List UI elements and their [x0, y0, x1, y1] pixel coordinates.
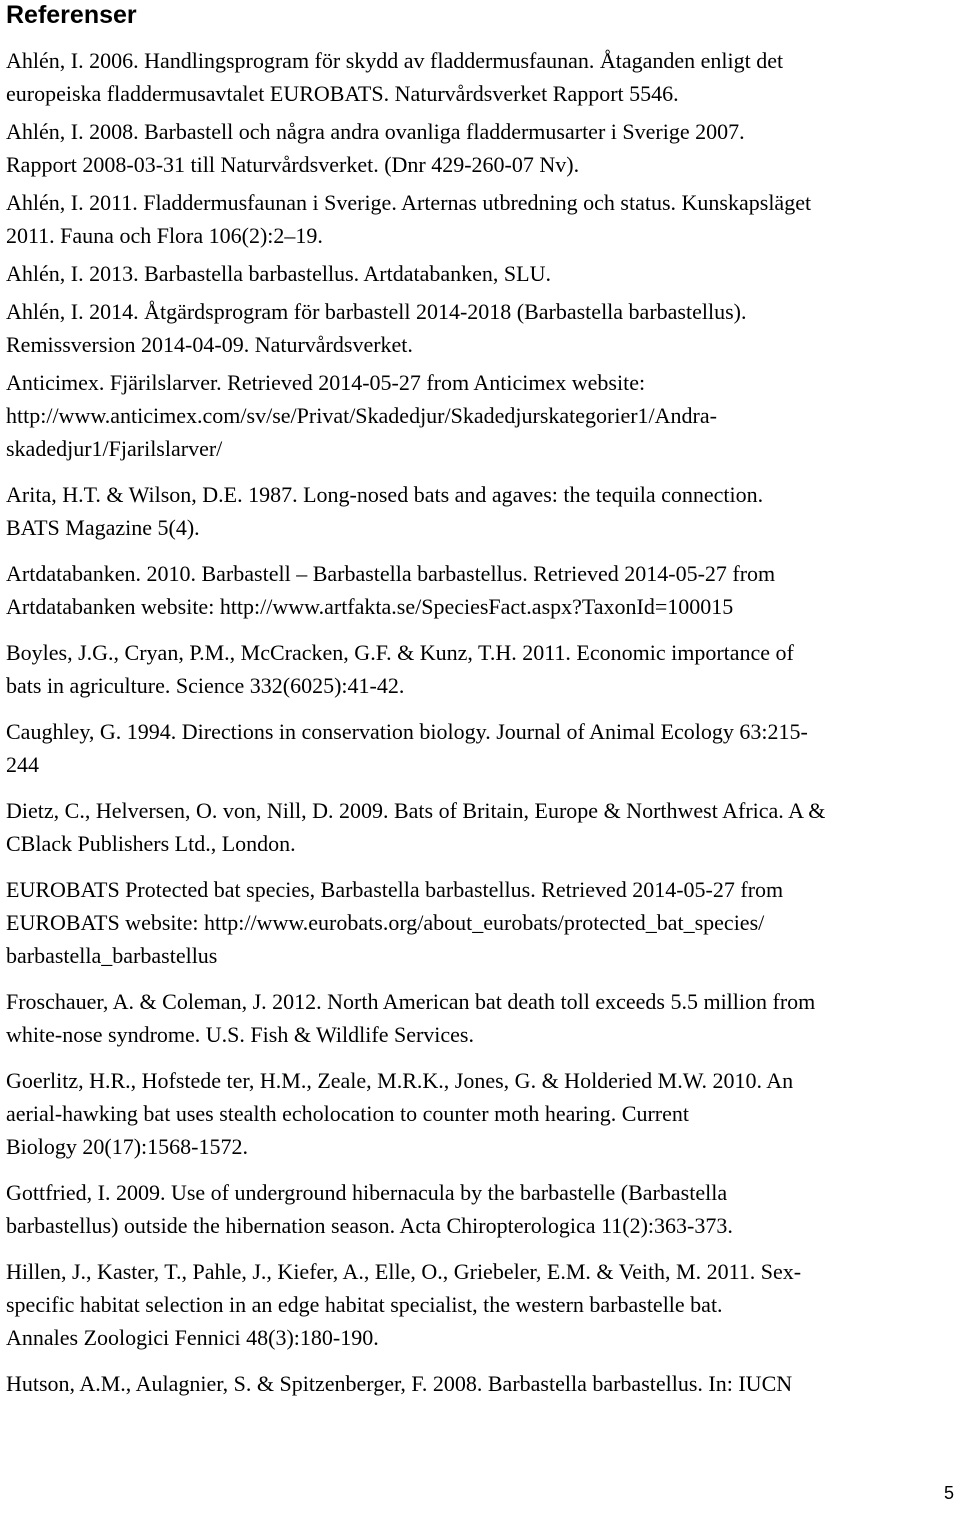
reference-line: Ahlén, I. 2006. Handlingsprogram för skydd av fladdermusfaunan. Åtaganden enligt det [6, 48, 784, 73]
reference-line: Ahlén, I. 2011. Fladdermusfaunan i Sverige. Arternas utbredning och status. Kunskapsläget [6, 190, 812, 215]
section-heading: Referenser [6, 1, 137, 29]
reference-line: http://www.anticimex.com/sv/se/Privat/Skadedjur/Skadedjurskategorier1/Andra- [6, 403, 717, 428]
reference-entry [6, 257, 941, 290]
reference-line: Ahlén, I. 2008. Barbastell och några andra ovanliga fladdermusarter i Sverige 2007. [6, 119, 745, 144]
reference-entry [6, 985, 941, 1051]
reference-line: Rapport 2008-03-31 till Naturvårdsverket. (Dnr 429-260-07 Nv). [6, 152, 580, 177]
reference-line: Froschauer, A. & Coleman, J. 2012. North American bat death toll exceeds 5.5 million from [6, 989, 816, 1014]
reference-line: Goerlitz, H.R., Hofstede ter, H.M., Zeale, M.R.K., Jones, G. & Holderied M.W. 2010. An [6, 1068, 794, 1093]
reference-line: Artdatabanken website: http://www.artfakta.se/SpeciesFact.aspx?TaxonId=100015 [6, 594, 734, 619]
reference-entry [6, 557, 941, 623]
page-number: 5 [943, 1483, 954, 1503]
reference-line: Caughley, G. 1994. Directions in conservation biology. Journal of Animal Ecology 63:215- [6, 719, 808, 744]
reference-entry [6, 1176, 941, 1242]
reference-line: Annales Zoologici Fennici 48(3):180-190. [6, 1325, 379, 1350]
reference-line: Artdatabanken. 2010. Barbastell – Barbastella barbastellus. Retrieved 2014-05-27 from [6, 561, 776, 586]
reference-line: white-nose syndrome. U.S. Fish & Wildlife Services. [6, 1022, 474, 1047]
reference-line: 2011. Fauna och Flora 106(2):2–19. [6, 223, 323, 248]
reference-line: EUROBATS Protected bat species, Barbastella barbastellus. Retrieved 2014-05-27 from [6, 877, 784, 902]
reference-entry [6, 794, 941, 860]
reference-line: Ahlén, I. 2013. Barbastella barbastellus. Artdatabanken, SLU. [6, 261, 551, 286]
reference-line: 244 [6, 752, 39, 777]
reference-line: Ahlén, I. 2014. Åtgärdsprogram för barbastell 2014-2018 (Barbastella barbastellus). [6, 299, 747, 324]
reference-entry [6, 44, 941, 110]
reference-entry [6, 1255, 941, 1354]
reference-line: europeiska fladdermusavtalet EUROBATS. Naturvårdsverket Rapport 5546. [6, 81, 679, 106]
reference-line: Arita, H.T. & Wilson, D.E. 1987. Long-nosed bats and agaves: the tequila connection. [6, 482, 764, 507]
reference-entry [6, 115, 941, 181]
reference-line: Biology 20(17):1568-1572. [6, 1134, 248, 1159]
reference-line: Hutson, A.M., Aulagnier, S. & Spitzenberger, F. 2008. Barbastella barbastellus. In: IUCN [6, 1371, 793, 1396]
reference-line: EUROBATS website: http://www.eurobats.org/about_eurobats/protected_bat_species/ [6, 910, 765, 935]
reference-line: Gottfried, I. 2009. Use of underground hibernacula by the barbastelle (Barbastella [6, 1180, 728, 1205]
reference-line: CBlack Publishers Ltd., London. [6, 831, 296, 856]
reference-entry [6, 715, 941, 781]
reference-line: Boyles, J.G., Cryan, P.M., McCracken, G.F. & Kunz, T.H. 2011. Economic importance of [6, 640, 794, 665]
reference-entry [6, 636, 941, 702]
reference-entry [6, 478, 941, 544]
reference-entry [6, 295, 941, 361]
reference-list [6, 44, 941, 1413]
reference-entry [6, 1064, 941, 1163]
reference-line: Anticimex. Fjärilslarver. Retrieved 2014-05-27 from Anticimex website: [6, 370, 646, 395]
reference-line: barbastella_barbastellus [6, 943, 218, 968]
reference-line: bats in agriculture. Science 332(6025):41-42. [6, 673, 405, 698]
reference-line: Dietz, C., Helversen, O. von, Nill, D. 2009. Bats of Britain, Europe & Northwest Africa. A & [6, 798, 826, 823]
reference-line: Remissversion 2014-04-09. Naturvårdsverket. [6, 332, 413, 357]
reference-line: barbastellus) outside the hibernation season. Acta Chiropterologica 11(2):363-373. [6, 1213, 733, 1238]
reference-entry [6, 186, 941, 252]
reference-entry [6, 1367, 941, 1400]
reference-line: Hillen, J., Kaster, T., Pahle, J., Kiefer, A., Elle, O., Griebeler, E.M. & Veith, M. 2011. Sex- [6, 1259, 802, 1284]
reference-line: skadedjur1/Fjarilslarver/ [6, 436, 223, 461]
reference-line: aerial-hawking bat uses stealth echolocation to counter moth hearing. Current [6, 1101, 689, 1126]
reference-entry [6, 873, 941, 972]
reference-entry [6, 366, 941, 465]
reference-line: specific habitat selection in an edge habitat specialist, the western barbastelle bat. [6, 1292, 723, 1317]
reference-line: BATS Magazine 5(4). [6, 515, 200, 540]
